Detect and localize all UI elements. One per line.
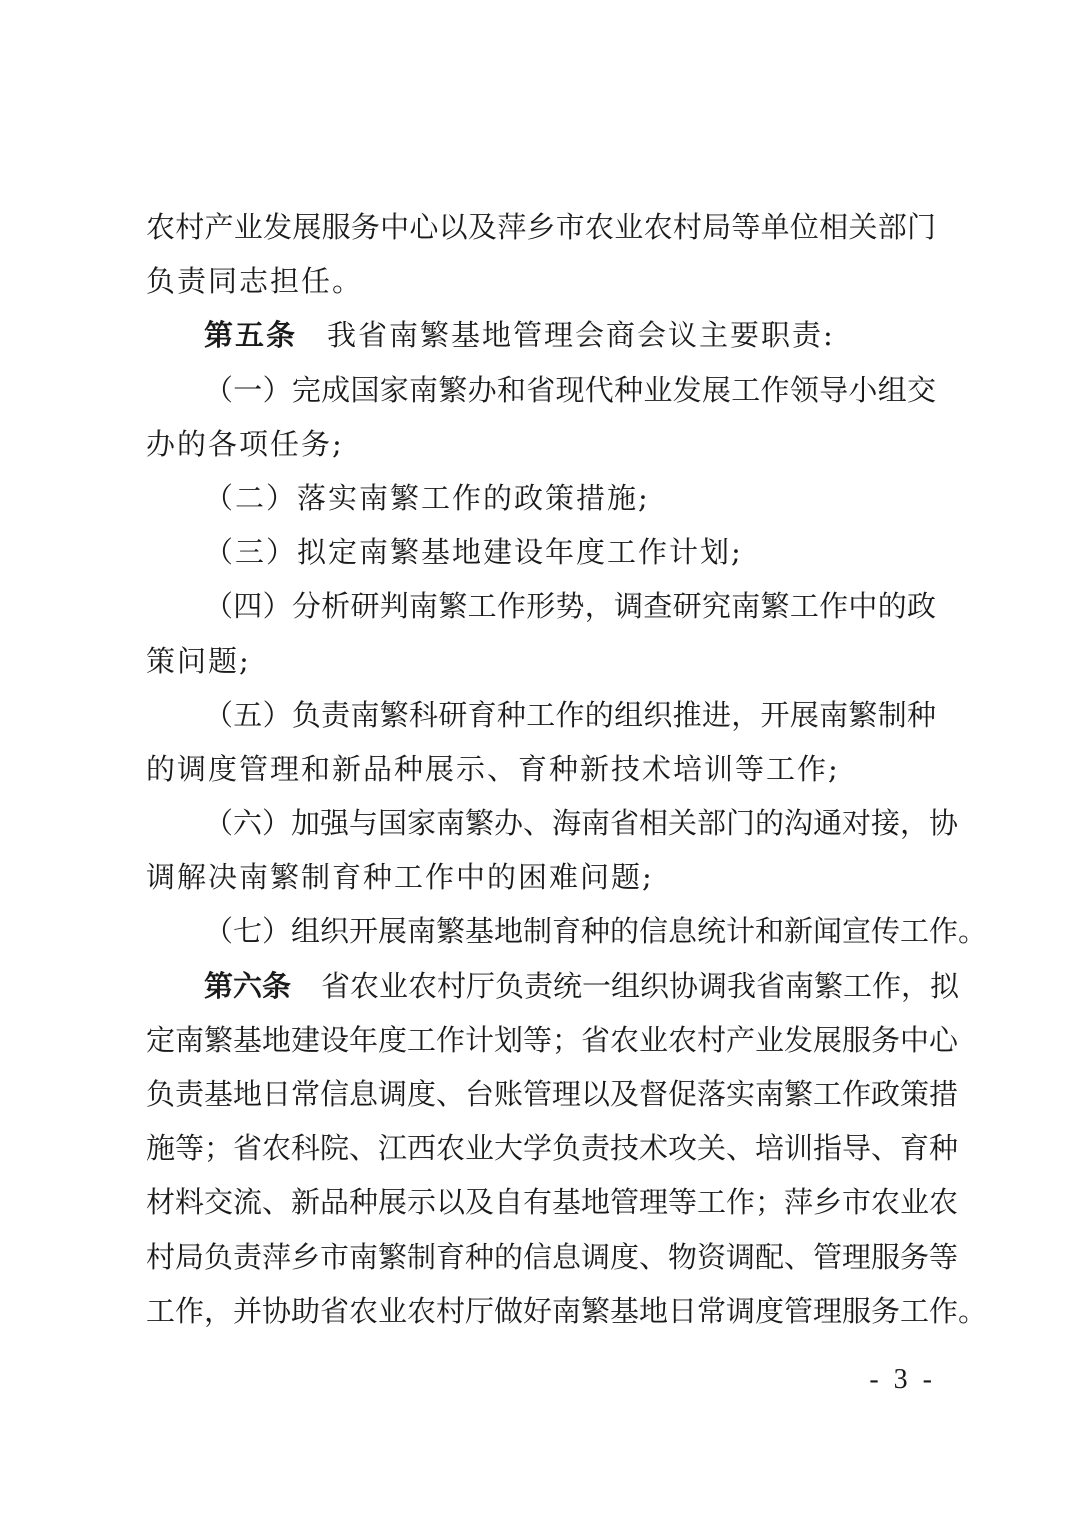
text-line: 定南繁基地建设年度工作计划等；省农业农村产业发展服务中心 xyxy=(146,1022,959,1057)
text-line: 村局负责萍乡市南繁制育种的信息调度、物资调配、管理服务等 xyxy=(146,1239,959,1274)
text-line: 农村产业发展服务中心以及萍乡市农业农村局等单位相关部门 xyxy=(146,210,936,244)
text-line: 工作，并协助省农业农村厅做好南繁基地日常调度管理服务工作。 xyxy=(146,1293,988,1328)
text-line: （七）组织开展南繁基地制育种的信息统计和新闻宣传工作。 xyxy=(204,914,988,949)
article-label: 第六条 xyxy=(204,968,292,1003)
text-line: （二）落实南繁工作的政策措施; xyxy=(204,480,650,515)
text-line: 材料交流、新品种展示以及自有基地管理等工作；萍乡市农业农 xyxy=(146,1185,959,1220)
article-five-heading xyxy=(146,308,936,362)
article-label: 第五条 xyxy=(204,318,298,353)
article-six-heading xyxy=(146,959,960,1013)
text-line: 的调度管理和新品种展示、育种新技术培训等工作; xyxy=(146,751,840,786)
text-line: 调解决南繁制育种工作中的困难问题; xyxy=(146,860,654,895)
text-line: （三）拟定南繁基地建设年度工作计划; xyxy=(204,535,743,570)
text-line: 办的各项任务; xyxy=(146,426,344,461)
text-line: （一）完成国家南繁办和省现代种业发展工作领导小组交 xyxy=(204,372,936,407)
text-line: 施等；省农科院、江西农业大学负责技术攻关、培训指导、育种 xyxy=(146,1131,959,1166)
text-line: 策问题; xyxy=(146,643,251,678)
article-text: 省农业农村厅负责统一组织协调我省南繁工作，拟 xyxy=(321,968,960,1003)
text-line: （五）负责南繁科研育种工作的组织推进，开展南繁制种 xyxy=(204,697,936,732)
document-body xyxy=(146,200,988,1338)
page-number: - 3 - xyxy=(869,1364,936,1395)
text-line: （四）分析研判南繁工作形势，调查研究南繁工作中的政 xyxy=(204,589,936,624)
text-line: 负责同志担任。 xyxy=(146,264,364,299)
text-line: 负责基地日常信息调度、台账管理以及督促落实南繁工作政策措 xyxy=(146,1077,959,1111)
article-text: 我省南繁基地管理会商会议主要职责: xyxy=(327,318,835,353)
text-line: （六）加强与国家南繁办、海南省相关部门的沟通对接，协 xyxy=(204,806,959,841)
